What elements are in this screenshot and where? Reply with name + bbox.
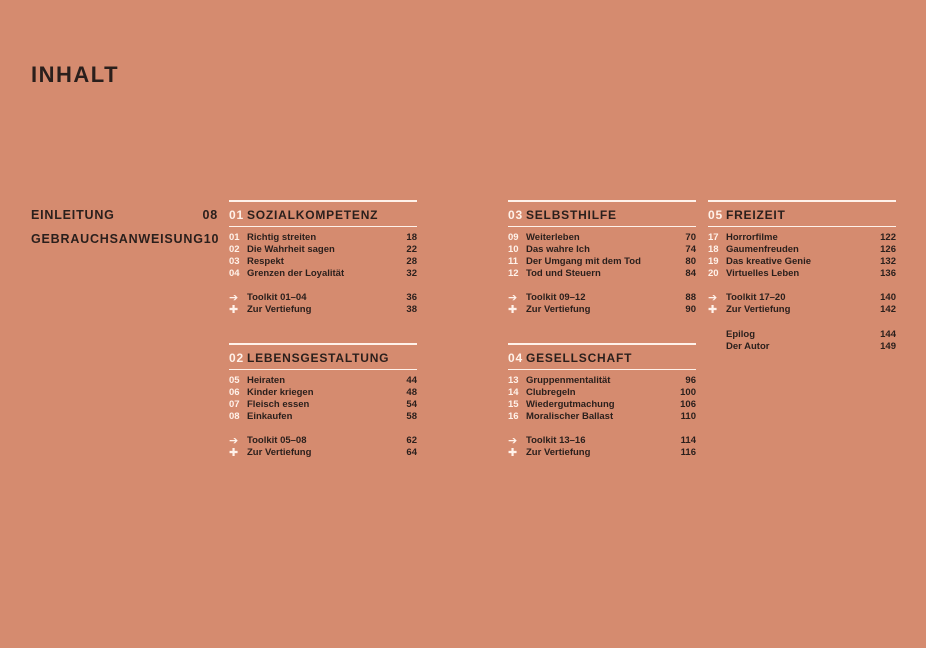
front-matter-page: 08 xyxy=(202,208,218,222)
toolkit-page: 114 xyxy=(680,435,696,446)
chapter-item[interactable] xyxy=(229,244,417,256)
chapter-title: Virtuelles Leben xyxy=(726,268,800,279)
deepening-page: 116 xyxy=(680,447,696,458)
arrow-right-icon: ➔ xyxy=(508,435,518,447)
chapter-item[interactable] xyxy=(229,375,417,387)
section-number: 01 xyxy=(229,208,244,222)
chapter-page: 126 xyxy=(880,244,896,255)
deepening-page: 38 xyxy=(406,304,417,315)
toolkit-item[interactable] xyxy=(708,292,896,304)
chapter-number: 01 xyxy=(229,232,240,243)
toolkit-title: Toolkit 05–08 xyxy=(247,435,307,446)
back-matter-page: 149 xyxy=(880,341,896,352)
toolkit-item[interactable] xyxy=(508,292,696,304)
arrow-right-icon: ➔ xyxy=(708,292,718,304)
front-matter-label: GEBRAUCHSANWEISUNG xyxy=(31,232,204,246)
section-sozialkompetenz xyxy=(229,200,417,316)
chapter-number: 16 xyxy=(508,411,519,422)
chapter-item[interactable] xyxy=(508,387,696,399)
front-matter-item[interactable] xyxy=(31,208,218,232)
chapter-title: Moralischer Ballast xyxy=(526,411,614,422)
chapter-page: 122 xyxy=(880,232,896,243)
chapter-item[interactable] xyxy=(508,399,696,411)
chapter-page: 110 xyxy=(680,411,696,422)
section-divider xyxy=(708,226,896,227)
chapter-page: 74 xyxy=(685,244,696,255)
chapter-page: 70 xyxy=(685,232,696,243)
chapter-title: Horrorfilme xyxy=(726,232,778,243)
section-divider xyxy=(229,369,417,370)
back-matter-title: Der Autor xyxy=(726,341,770,352)
chapter-title: Das wahre Ich xyxy=(526,244,590,255)
back-matter-page: 144 xyxy=(880,329,896,340)
toolkit-title: Toolkit 09–12 xyxy=(526,292,586,303)
chapter-page: 106 xyxy=(680,399,696,410)
back-matter-title: Epilog xyxy=(726,329,756,340)
chapter-item[interactable] xyxy=(708,256,896,268)
page-title: INHALT xyxy=(31,62,120,87)
arrow-right-icon: ➔ xyxy=(508,292,518,304)
chapter-page: 100 xyxy=(680,387,696,398)
chapter-item[interactable] xyxy=(508,268,696,280)
section-number: 04 xyxy=(508,351,523,365)
chapter-title: Weiterleben xyxy=(526,232,580,243)
plus-icon: ✚ xyxy=(229,304,239,316)
plus-icon: ✚ xyxy=(708,304,718,316)
chapter-item[interactable] xyxy=(508,411,696,423)
chapter-number: 05 xyxy=(229,375,240,386)
deepening-item[interactable] xyxy=(508,447,696,459)
chapter-title: Einkaufen xyxy=(247,411,293,422)
chapter-title: Heiraten xyxy=(247,375,286,386)
chapter-number: 12 xyxy=(508,268,519,279)
arrow-right-icon: ➔ xyxy=(229,292,239,304)
deepening-page: 64 xyxy=(406,447,417,458)
chapter-item[interactable] xyxy=(708,232,896,244)
chapter-page: 22 xyxy=(406,244,417,255)
chapter-page: 136 xyxy=(880,268,896,279)
chapter-number: 10 xyxy=(508,244,519,255)
toolkit-item[interactable] xyxy=(229,292,417,304)
chapter-number: 17 xyxy=(708,232,719,243)
chapter-title: Der Umgang mit dem Tod xyxy=(526,256,641,267)
toolkit-page: 62 xyxy=(406,435,417,446)
section-rule xyxy=(229,343,417,345)
chapter-item[interactable] xyxy=(229,387,417,399)
toolkit-page: 88 xyxy=(685,292,696,303)
section-rule xyxy=(229,200,417,202)
chapter-number: 11 xyxy=(508,256,519,267)
section-title: FREIZEIT xyxy=(725,208,786,222)
toolkit-item[interactable] xyxy=(229,435,417,447)
chapter-title: Das kreative Genie xyxy=(726,256,812,267)
arrow-right-icon: ➔ xyxy=(229,435,239,447)
section-rule xyxy=(508,200,696,202)
back-matter xyxy=(708,329,896,353)
chapter-page: 28 xyxy=(406,256,417,267)
chapter-number: 04 xyxy=(229,268,240,279)
section-rule xyxy=(708,200,896,202)
deepening-title: Zur Vertiefung xyxy=(526,447,591,458)
section-title: GESELLSCHAFT xyxy=(525,351,633,365)
section-heading[interactable] xyxy=(708,208,896,222)
chapter-item[interactable] xyxy=(708,268,896,280)
chapter-page: 44 xyxy=(406,375,417,386)
deepening-title: Zur Vertiefung xyxy=(726,304,791,315)
front-matter xyxy=(31,208,218,256)
chapter-page: 80 xyxy=(685,256,696,267)
deepening-item[interactable] xyxy=(708,304,896,316)
chapter-item[interactable] xyxy=(508,232,696,244)
chapter-title: Richtig streiten xyxy=(247,232,317,243)
chapter-title: Die Wahrheit sagen xyxy=(247,244,335,255)
deepening-title: Zur Vertiefung xyxy=(247,447,312,458)
chapter-number: 15 xyxy=(508,399,519,410)
chapter-page: 18 xyxy=(406,232,417,243)
chapter-item[interactable] xyxy=(229,256,417,268)
front-matter-item[interactable] xyxy=(31,232,218,256)
chapter-page: 132 xyxy=(880,256,896,267)
chapter-title: Gaumenfreuden xyxy=(726,244,799,255)
front-matter-page: 10 xyxy=(203,232,220,246)
section-number: 02 xyxy=(229,351,244,365)
deepening-item[interactable] xyxy=(229,304,417,316)
deepening-item[interactable] xyxy=(229,447,417,459)
plus-icon: ✚ xyxy=(229,447,239,459)
deepening-page: 90 xyxy=(685,304,696,315)
chapter-page: 48 xyxy=(406,387,417,398)
chapter-page: 58 xyxy=(406,411,417,422)
chapter-title: Fleisch essen xyxy=(247,399,310,410)
chapter-title: Wiedergutmachung xyxy=(526,399,615,410)
front-matter-label: EINLEITUNG xyxy=(31,208,115,222)
back-matter-item[interactable] xyxy=(708,329,896,341)
toolkit-title: Toolkit 17–20 xyxy=(726,292,786,303)
chapter-title: Respekt xyxy=(247,256,284,267)
deepening-item[interactable] xyxy=(508,304,696,316)
chapter-item[interactable] xyxy=(508,256,696,268)
chapter-number: 06 xyxy=(229,387,240,398)
chapter-number: 03 xyxy=(229,256,240,267)
chapter-item[interactable] xyxy=(708,244,896,256)
chapter-number: 07 xyxy=(229,399,240,410)
chapter-number: 09 xyxy=(508,232,519,243)
section-heading[interactable] xyxy=(508,351,696,365)
chapter-item[interactable] xyxy=(508,244,696,256)
section-lebensgestaltung xyxy=(229,343,417,459)
section-heading[interactable] xyxy=(229,208,417,222)
toolkit-page: 36 xyxy=(406,292,417,303)
chapter-title: Gruppenmentalität xyxy=(526,375,611,386)
deepening-title: Zur Vertiefung xyxy=(247,304,312,315)
chapter-number: 20 xyxy=(708,268,719,279)
chapter-item[interactable] xyxy=(229,411,417,423)
plus-icon: ✚ xyxy=(508,304,518,316)
section-heading[interactable] xyxy=(229,351,417,365)
section-title: LEBENSGESTALTUNG xyxy=(246,351,390,365)
section-number: 03 xyxy=(508,208,523,222)
toolkit-title: Toolkit 13–16 xyxy=(526,435,586,446)
plus-icon: ✚ xyxy=(508,447,518,459)
chapter-page: 32 xyxy=(406,268,417,279)
chapter-title: Kinder kriegen xyxy=(247,387,314,398)
section-divider xyxy=(508,226,696,227)
toolkit-item[interactable] xyxy=(508,435,696,447)
section-heading[interactable] xyxy=(508,208,696,222)
chapter-page: 54 xyxy=(406,399,417,410)
chapter-item[interactable] xyxy=(229,232,417,244)
section-number: 05 xyxy=(708,208,723,222)
deepening-page: 142 xyxy=(880,304,896,315)
section-divider xyxy=(229,226,417,227)
chapter-item[interactable] xyxy=(229,268,417,280)
chapter-page: 96 xyxy=(685,375,696,386)
chapter-item[interactable] xyxy=(508,375,696,387)
chapter-number: 18 xyxy=(708,244,719,255)
deepening-title: Zur Vertiefung xyxy=(526,304,591,315)
back-matter-item[interactable] xyxy=(708,341,896,353)
chapter-number: 13 xyxy=(508,375,519,386)
section-title: SOZIALKOMPETENZ xyxy=(246,208,379,222)
chapter-title: Grenzen der Loyalität xyxy=(247,268,345,279)
section-title: SELBSTHILFE xyxy=(525,208,617,222)
toolkit-title: Toolkit 01–04 xyxy=(247,292,307,303)
chapter-number: 19 xyxy=(708,256,719,267)
section-gesellschaft xyxy=(508,343,696,459)
section-divider xyxy=(508,369,696,370)
section-rule xyxy=(508,343,696,345)
section-selbsthilfe xyxy=(508,200,696,316)
chapter-number: 02 xyxy=(229,244,240,255)
chapter-number: 08 xyxy=(229,411,240,422)
section-freizeit xyxy=(708,200,896,316)
chapter-title: Clubregeln xyxy=(526,387,576,398)
toolkit-page: 140 xyxy=(880,292,896,303)
chapter-title: Tod und Steuern xyxy=(526,268,601,279)
chapter-page: 84 xyxy=(685,268,696,279)
chapter-item[interactable] xyxy=(229,399,417,411)
chapter-number: 14 xyxy=(508,387,519,398)
